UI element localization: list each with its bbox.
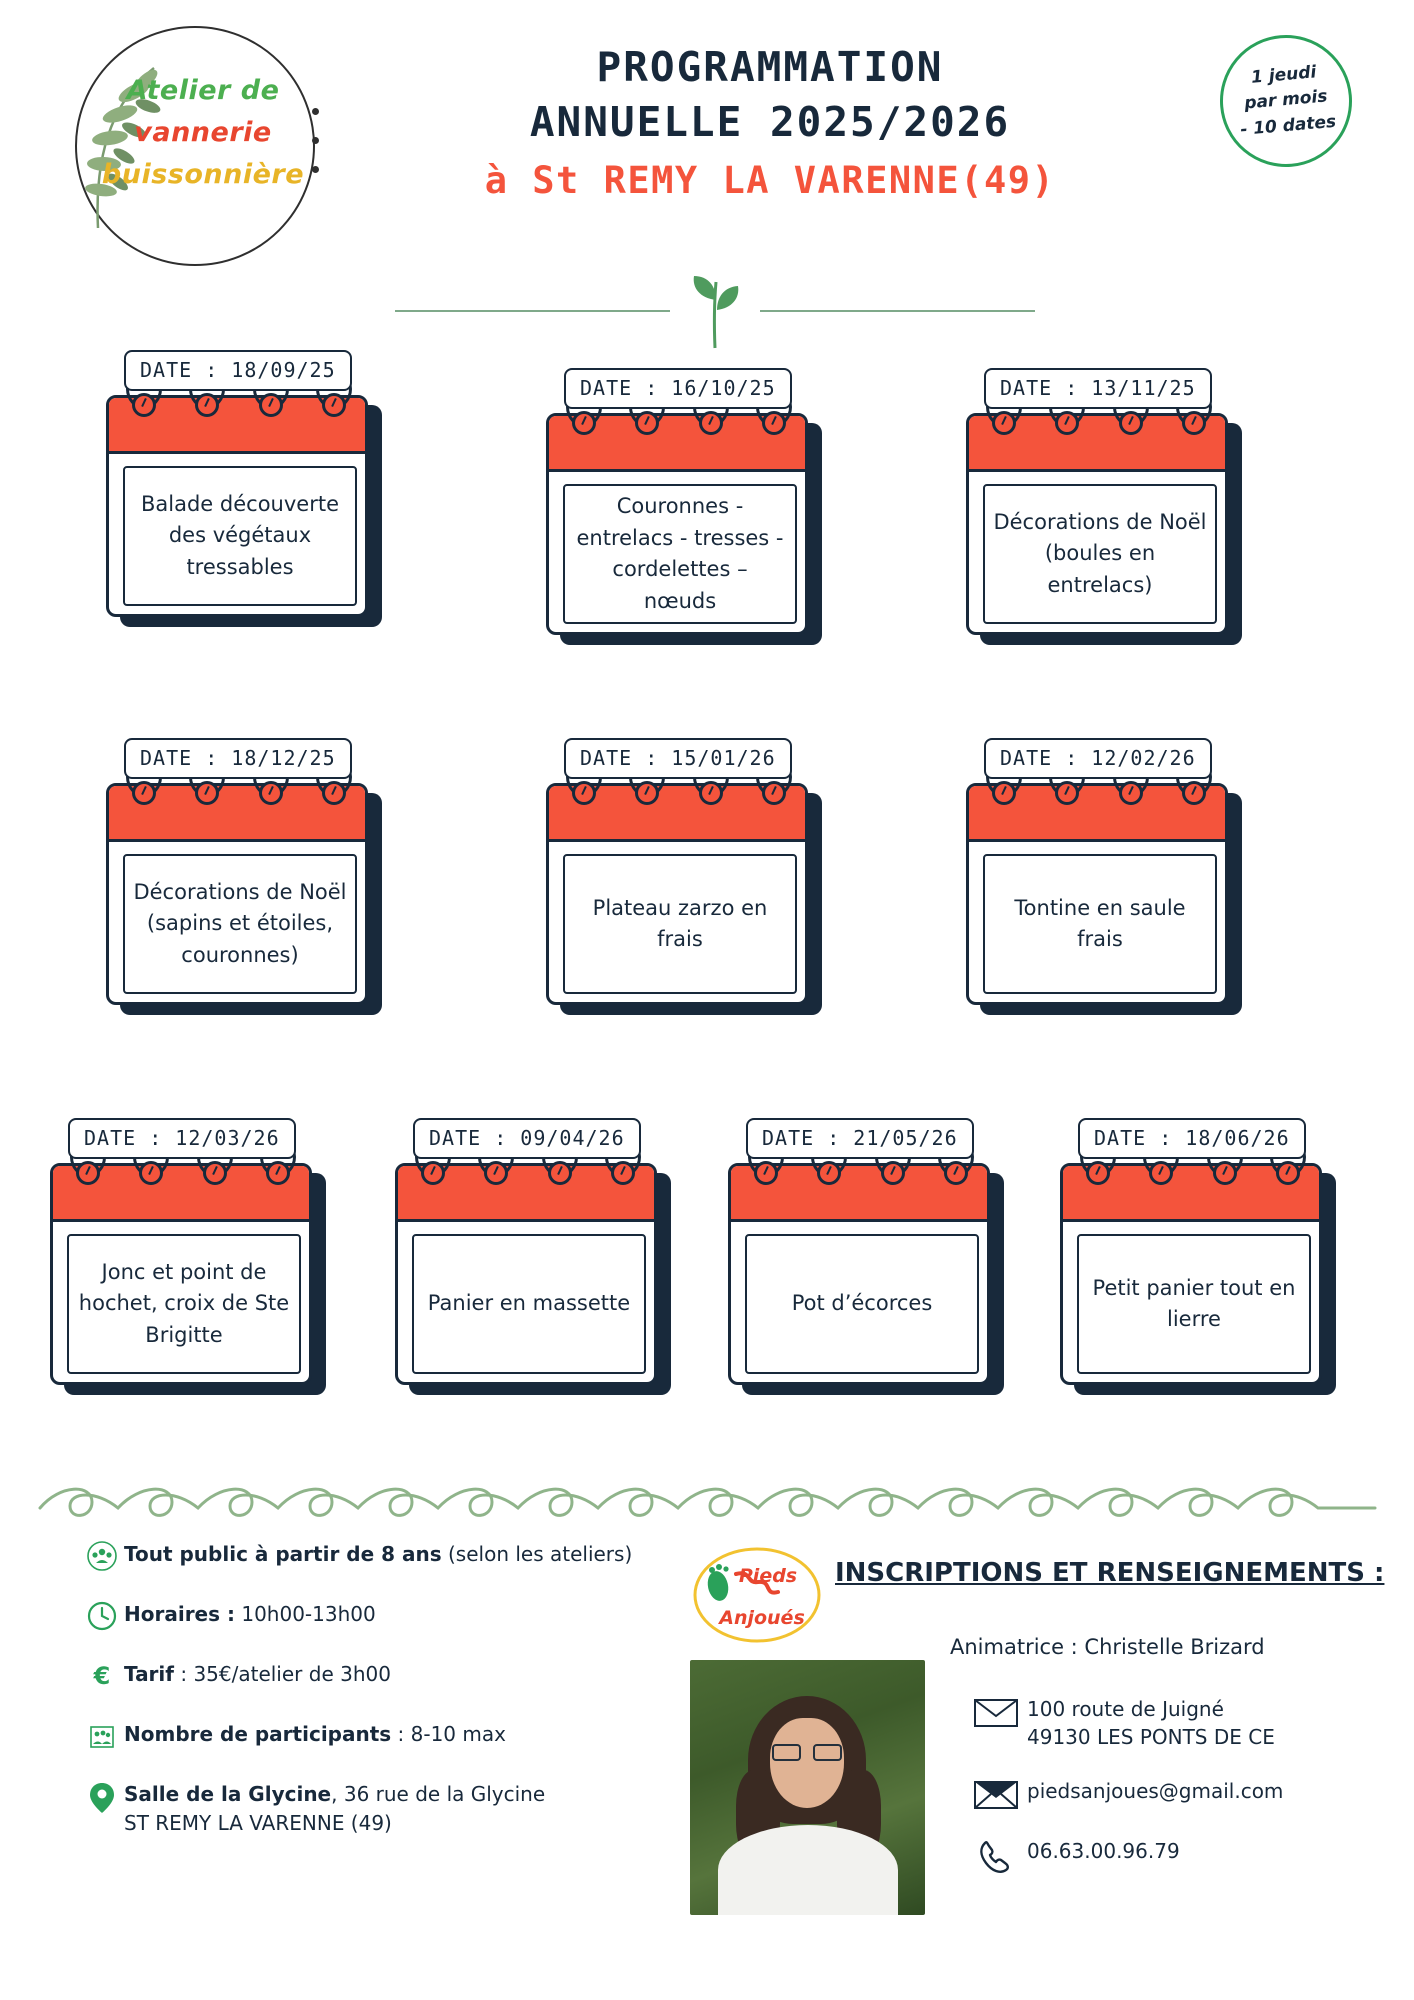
calendar-illustration <box>546 775 816 1015</box>
practical-info-list <box>80 1540 680 1867</box>
session-title: Plateau zarzo en frais <box>592 895 768 951</box>
info-text <box>124 1540 632 1569</box>
calendar-text-area <box>563 854 797 994</box>
contact-address-row <box>965 1695 1350 1751</box>
info-rest: : 35€/atelier de 3h00 <box>173 1662 391 1686</box>
envelope-icon <box>965 1695 1027 1729</box>
session-card[interactable] <box>50 1118 320 1395</box>
info-strong: Nombre de participants <box>124 1722 392 1746</box>
title-line-1: PROGRAMMATION <box>596 43 944 91</box>
contact-details <box>965 1695 1350 1903</box>
address-line-1: 100 route de Juigné <box>1027 1697 1224 1721</box>
info-rest: 10h00-13h00 <box>235 1602 376 1626</box>
info-rest: , 36 rue de la Glycine <box>331 1782 546 1806</box>
info-strong: Tarif <box>124 1662 174 1686</box>
pin-icon <box>80 1780 124 1815</box>
info-rest: : 8-10 max <box>391 1722 506 1746</box>
session-date: DATE : 18/09/25 <box>124 350 352 391</box>
wavy-vine-divider <box>0 1480 1414 1540</box>
page-title <box>370 40 1170 202</box>
calendar-illustration <box>106 387 376 627</box>
contact-address <box>1027 1695 1275 1751</box>
info-item-public <box>80 1540 680 1571</box>
info-rest: (selon les ateliers) <box>441 1542 633 1566</box>
logo-atelier-vannerie-buissonniere <box>40 18 350 268</box>
session-title: Pot d’écorces <box>791 1291 933 1316</box>
session-card[interactable] <box>728 1118 998 1395</box>
euro-icon <box>80 1660 124 1691</box>
calendar-illustration <box>728 1155 998 1395</box>
session-title: Petit panier tout en lierre <box>1092 1275 1296 1331</box>
leaf-sprig-icon <box>680 270 750 350</box>
calendar-text-area <box>67 1234 301 1374</box>
contact-heading: INSCRIPTIONS ET RENSEIGNEMENTS : <box>835 1558 1385 1588</box>
session-date: DATE : 12/03/26 <box>68 1118 296 1159</box>
logo-text <box>88 70 318 196</box>
calendar-text-area <box>123 854 357 994</box>
contact-phone[interactable]: 06.63.00.96.79 <box>1027 1839 1180 1863</box>
title-line-2: ANNUELLE 2025/2026 <box>529 98 1011 147</box>
info-text <box>124 1780 545 1838</box>
info-item-participants <box>80 1720 680 1751</box>
animator-name: Animatrice : Christelle Brizard <box>950 1635 1265 1659</box>
session-card[interactable] <box>546 738 816 1015</box>
logo-line-2: vannerie <box>134 116 272 148</box>
badge-line-3: - 10 dates <box>1239 111 1337 140</box>
calendar-text-area <box>412 1234 646 1374</box>
page-header <box>0 0 1414 300</box>
svg-text:Anjoués: Anjoués <box>719 1607 805 1629</box>
session-date: DATE : 18/12/25 <box>124 738 352 779</box>
session-date: DATE : 21/05/26 <box>746 1118 974 1159</box>
contact-phone-row[interactable] <box>965 1837 1350 1877</box>
info-text <box>124 1660 391 1689</box>
session-date: DATE : 12/02/26 <box>984 738 1212 779</box>
badge-line-1: 1 jeudi <box>1250 62 1318 88</box>
animator-photo <box>690 1660 925 1915</box>
info-item-location <box>80 1780 680 1838</box>
calendar-illustration <box>546 405 816 645</box>
calendar-text-area <box>123 466 357 606</box>
info-strong: Horaires : <box>124 1602 235 1626</box>
info-text <box>124 1720 506 1749</box>
clock-icon <box>80 1600 124 1631</box>
session-card[interactable] <box>966 368 1236 645</box>
participants-icon <box>80 1720 124 1751</box>
session-card[interactable] <box>395 1118 665 1395</box>
contact-email[interactable]: piedsanjoues@gmail.com <box>1027 1779 1284 1803</box>
info-second-line: ST REMY LA VARENNE (49) <box>124 1811 392 1835</box>
calendar-illustration <box>966 405 1236 645</box>
calendar-text-area <box>983 484 1217 624</box>
session-title: Décorations de Noël (sapins et étoiles, couronnes) <box>133 879 347 967</box>
info-item-hours <box>80 1600 680 1631</box>
header-divider <box>0 300 1414 340</box>
session-title: Balade découverte des végétaux tressables <box>141 491 339 579</box>
session-date: DATE : 15/01/26 <box>564 738 792 779</box>
svg-text:Pieds: Pieds <box>738 1565 798 1587</box>
info-item-price <box>80 1660 680 1691</box>
session-date: DATE : 13/11/25 <box>984 368 1212 409</box>
session-title: Couronnes - entrelacs - tresses - cordelettes – nœuds <box>576 494 784 613</box>
calendar-text-area <box>1077 1234 1311 1374</box>
session-card[interactable] <box>546 368 816 645</box>
session-card[interactable] <box>1060 1118 1330 1395</box>
calendar-text-area <box>745 1234 979 1374</box>
calendar-illustration <box>966 775 1236 1015</box>
session-date: DATE : 18/06/26 <box>1078 1118 1306 1159</box>
calendar-text-area <box>563 484 797 624</box>
logo-pieds-anjoues <box>690 1540 825 1650</box>
session-title: Tontine en saule frais <box>1014 895 1186 951</box>
divider-line-right <box>760 310 1035 312</box>
calendar-illustration <box>106 775 376 1015</box>
frequency-badge <box>1214 29 1357 172</box>
calendar-text-area <box>983 854 1217 994</box>
logo-line-3: buissonnière <box>101 158 305 190</box>
session-date: DATE : 16/10/25 <box>564 368 792 409</box>
info-strong: Salle de la Glycine <box>124 1782 332 1806</box>
calendar-illustration <box>1060 1155 1330 1395</box>
svg-text:€: € <box>93 1662 111 1690</box>
session-card[interactable] <box>966 738 1236 1015</box>
session-title: Décorations de Noël (boules en entrelacs) <box>993 509 1207 597</box>
address-line-2: 49130 LES PONTS DE CE <box>1027 1725 1275 1749</box>
session-card[interactable] <box>106 350 376 627</box>
divider-line-left <box>395 310 670 312</box>
info-strong: Tout public à partir de 8 ans <box>124 1542 442 1566</box>
group-icon <box>80 1540 124 1571</box>
badge-line-2: par mois <box>1243 86 1329 114</box>
calendar-illustration <box>50 1155 320 1395</box>
logo-line-1: Atelier de <box>126 75 280 106</box>
phone-icon <box>965 1837 1027 1877</box>
session-card[interactable] <box>106 738 376 1015</box>
calendar-illustration <box>395 1155 665 1395</box>
contact-email-row[interactable] <box>965 1777 1350 1811</box>
session-title: Panier en massette <box>427 1291 631 1316</box>
title-line-3: à St REMY LA VARENNE(49) <box>484 158 1056 202</box>
logo-dots-decoration <box>312 108 322 195</box>
session-title: Jonc et point de hochet, croix de Ste Brigitte <box>78 1259 290 1347</box>
email-icon <box>965 1777 1027 1811</box>
session-date: DATE : 09/04/26 <box>413 1118 641 1159</box>
info-text <box>124 1600 376 1629</box>
